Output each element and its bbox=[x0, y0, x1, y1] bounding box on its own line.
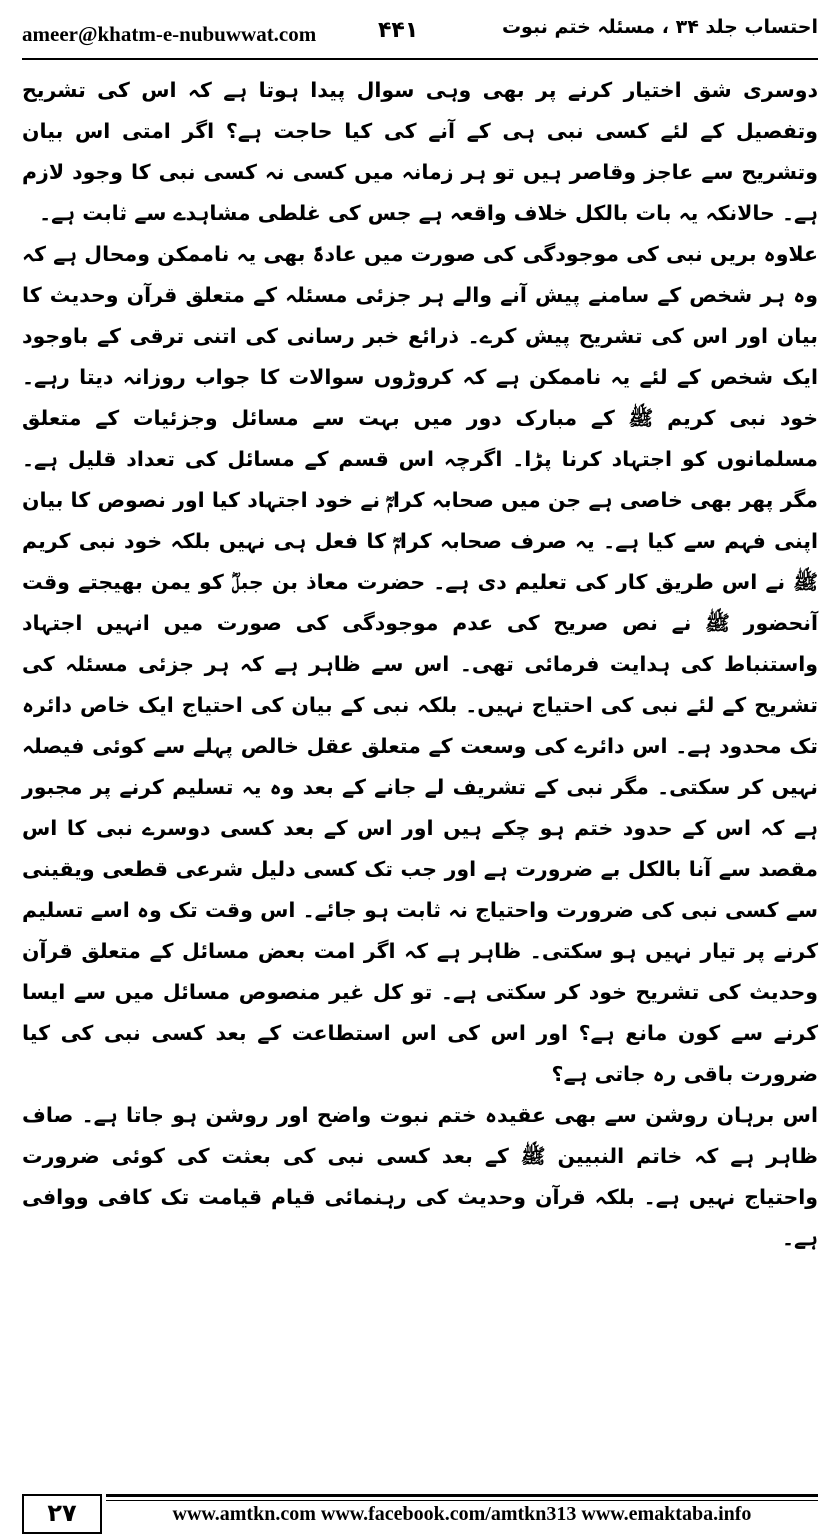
page-body bbox=[22, 70, 818, 1259]
header-email: ameer@khatm-e-nubuwwat.com bbox=[22, 22, 317, 46]
page-header bbox=[22, 16, 818, 56]
paragraph-3: اس برہان روشن سے بھی عقیدہ ختم نبوت واضح اور روشن ہو جاتا ہے۔ صاف ظاہر ہے کہ خاتم النبیین ﷺ کے بعد کسی نبی کی بعثت کی کوئی ضرورت واحتیاج نہیں ہے۔ بلکہ قرآن وحدیث کی رہنمائی قیام قیامت تک کافی ووافی ہے۔ bbox=[22, 1103, 818, 1250]
paragraph-1: دوسری شق اختیار کرنے پر بھی وہی سوال پیدا ہوتا ہے کہ اس کی تشریح وتفصیل کے لئے کسی نبی ہی کے آنے کی کیا حاجت ہے؟ اگر امتی اس بیان وتشریح سے عاجز وقاصر ہیں تو ہر زمانہ میں کسی نہ کسی نبی کا وجود لازم ہے۔ حالانکہ یہ بات بالکل خلاف واقعہ ہے جس کی غلطی مشاہدے سے ثابت ہے۔ bbox=[22, 78, 818, 225]
footer-page-number: ۲۷ bbox=[22, 1494, 102, 1534]
header-page-number: ۴۴۱ bbox=[378, 18, 419, 43]
header-rule bbox=[22, 58, 818, 60]
footer-rule bbox=[106, 1494, 818, 1497]
header-title: احتساب جلد ۳۴ ، مسئلہ ختم نبوت bbox=[501, 16, 818, 38]
footer-rule-thin bbox=[106, 1500, 818, 1501]
footer-links: www.amtkn.com www.facebook.com/amtkn313 www.emaktaba.info bbox=[172, 1503, 752, 1525]
paragraph-2: علاوہ بریں نبی کی موجودگی کی صورت میں عادۃً بھی یہ ناممکن ومحال ہے کہ وہ ہر شخص کے سامنے پیش آنے والے ہر جزئی مسئلہ کے متعلق قرآن وحدیث کا بیان اور اس کی تشریح پیش کرے۔ ذرائع خبر رسانی کی اتنی ترقی کے باوجود ایک شخص کے لئے یہ ناممکن ہے کہ کروڑوں سوالات کا جواب روزانہ دیتا رہے۔ خود نبی کریم ﷺ کے مبارک دور میں بہت سے مسائل وجزئیات کے متعلق مسلمانوں کو اجتہاد کرنا پڑا۔ اگرچہ اس قسم کے مسائل کی تعداد قلیل ہے۔ مگر پھر بھی خاصی ہے جن میں صحابہ کرامؓ نے خود اجتہاد کیا اور نصوص کا بیان اپنی فہم سے کیا ہے۔ یہ صرف صحابہ کرامؓ کا فعل ہی نہیں بلکہ خود نبی کریم ﷺ نے اس طریق کار کی تعلیم دی ہے۔ حضرت معاذ بن جبلؓ کو یمن بھیجتے وقت آنحضور ﷺ نے نص صریح کی عدم موجودگی کی صورت میں انہیں اجتہاد واستنباط کی ہدایت فرمائی تھی۔ اس سے ظاہر ہے کہ ہر جزئی مسئلہ کی تشریح کے لئے نبی کی احتیاج نہیں۔ بلکہ نبی کے بیان کی احتیاج ایک خاص دائرہ تک محدود ہے۔ اس دائرے کی وسعت کے متعلق عقل خالص پہلے سے کوئی فیصلہ نہیں کر سکتی۔ مگر نبی کے تشریف لے جانے کے بعد وہ یہ تسلیم کرنے پر مجبور ہے کہ اس کے حدود ختم ہو چکے ہیں اور اس کے بعد کسی دوسرے نبی کا اس مقصد سے آنا بالکل بے ضرورت ہے اور جب تک کسی دلیل شرعی قطعی ویقینی سے کسی نبی کی ضرورت واحتیاج نہ ثابت ہو جائے۔ اس وقت تک وہ اسے تسلیم کرنے پر تیار نہیں ہو سکتی۔ ظاہر ہے کہ اگر امت بعض مسائل کے متعلق قرآن وحدیث کی تشریح خود کر سکتی ہے۔ تو کل غیر منصوص مسائل میں سے ایسا کرنے سے کون مانع ہے؟ اور اس کی اس استطاعت کے بعد کسی نبی کی کیا ضرورت باقی رہ جاتی ہے؟ bbox=[22, 242, 818, 1086]
page-footer bbox=[22, 1494, 818, 1534]
